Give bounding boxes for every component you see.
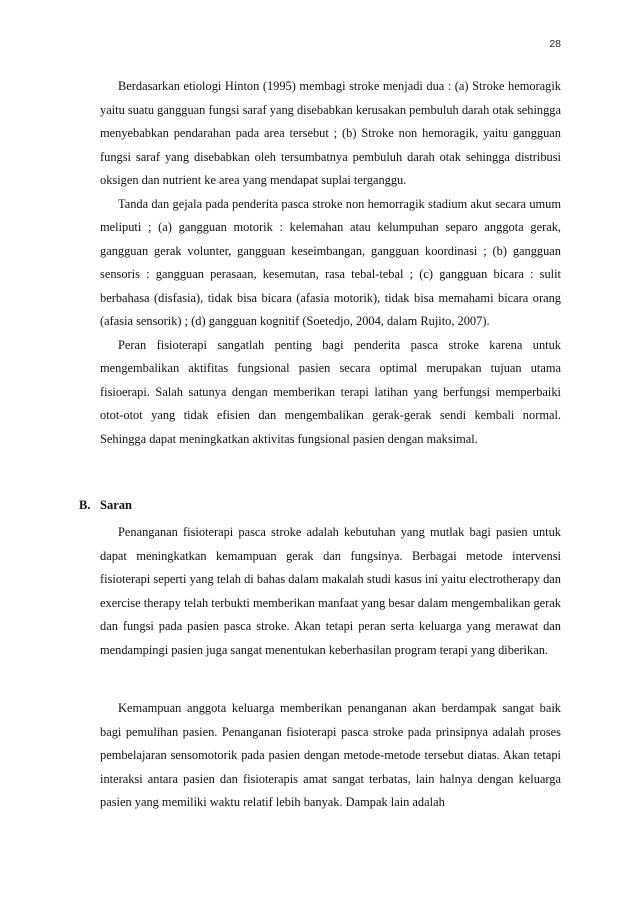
section-letter: B. (79, 498, 91, 512)
section-title: Saran (100, 498, 132, 512)
section-heading-saran (79, 498, 561, 513)
page-number: 28 (549, 38, 561, 50)
conclusion-text (100, 75, 561, 451)
paragraph-penanganan: Penanganan fisioterapi pasca stroke adalah kebutuhan yang mutlak bagi pasien untuk dapat meningkatkan kemampuan gerak dan fungsinya. Berbagai metode intervensi fisioterapi seperti yang telah di bahas dalam makalah studi kasus ini yaitu electrotherapy dan exercise therapy telah terbukti memberikan manfaat yang besar dalam mengembalikan gerak dan fungsi pada pasien pasca stroke. Akan tetapi peran serta keluarga yang merawat dan mendampingi pasien juga sangat menentukan keberhasilan program terapi yang diberikan. (100, 525, 561, 657)
paragraph-etiologi: Berdasarkan etiologi Hinton (1995) membagi stroke menjadi dua : (a) Stroke hemoragik yaitu suatu gangguan fungsi saraf yang disebabkan kerusakan pembuluh darah otak sehingga menyebabkan pendarahan pada area tersebut ; (b) Stroke non hemoragik, yaitu gangguan fungsi saraf yang disebabkan oleh tersumbatnya pembuluh darah otak sehingga distribusi oksigen dan nutrient ke area yang mendapat suplai terganggu. (100, 79, 561, 187)
paragraph-peran-fisioterapi: Peran fisioterapi sangatlah penting bagi penderita pasca stroke karena untuk mengembalikan aktifitas fungsional pasien secara optimal merupakan tujuan utama fisioerapi. Salah satunya dengan memberikan terapi latihan yang berfungsi memperbaiki otot-otot yang tidak efisien dan mengembalikan gerak-gerak sendi kembali normal. Sehingga dapat meningkatkan aktivitas fungsional pasien dengan maksimal. (100, 337, 561, 446)
saran-text-continued (100, 697, 561, 815)
saran-text (100, 521, 561, 662)
paragraph-kemampuan-keluarga: Kemampuan anggota keluarga memberikan penanganan akan berdampak sangat baik bagi pemulihan pasien. Penanganan fisioterapi pasca stroke pada prinsipnya adalah proses pembelajaran sensomotorik pada pasien dengan metode-metode tersebut diatas. Akan tetapi interaksi antara pasien dan fisioterapis amat sangat terbatas, lain halnya dengan keluarga pasien yang memiliki waktu relatif lebih banyak. Dampak lain adalah (100, 701, 561, 809)
paragraph-tanda-gejala: Tanda dan gejala pada penderita pasca stroke non hemorragik stadium akut secara umum meliputi ; (a) gangguan motorik : kelemahan atau kelumpuhan separo anggota gerak, gangguan gerak volunter, gangguan keseimbangan, gangguan koordinasi ; (b) gangguan sensoris : gangguan perasaan, kesemutan, rasa tebal-tebal ; (c) gangguan bicara : sulit berbahasa (disfasia), tidak bisa bicara (afasia motorik), tidak bisa memahami bicara orang (afasia sensorik) ; (d) gangguan kognitif (Soetedjo, 2004, dalam Rujito, 2007). (100, 196, 561, 328)
